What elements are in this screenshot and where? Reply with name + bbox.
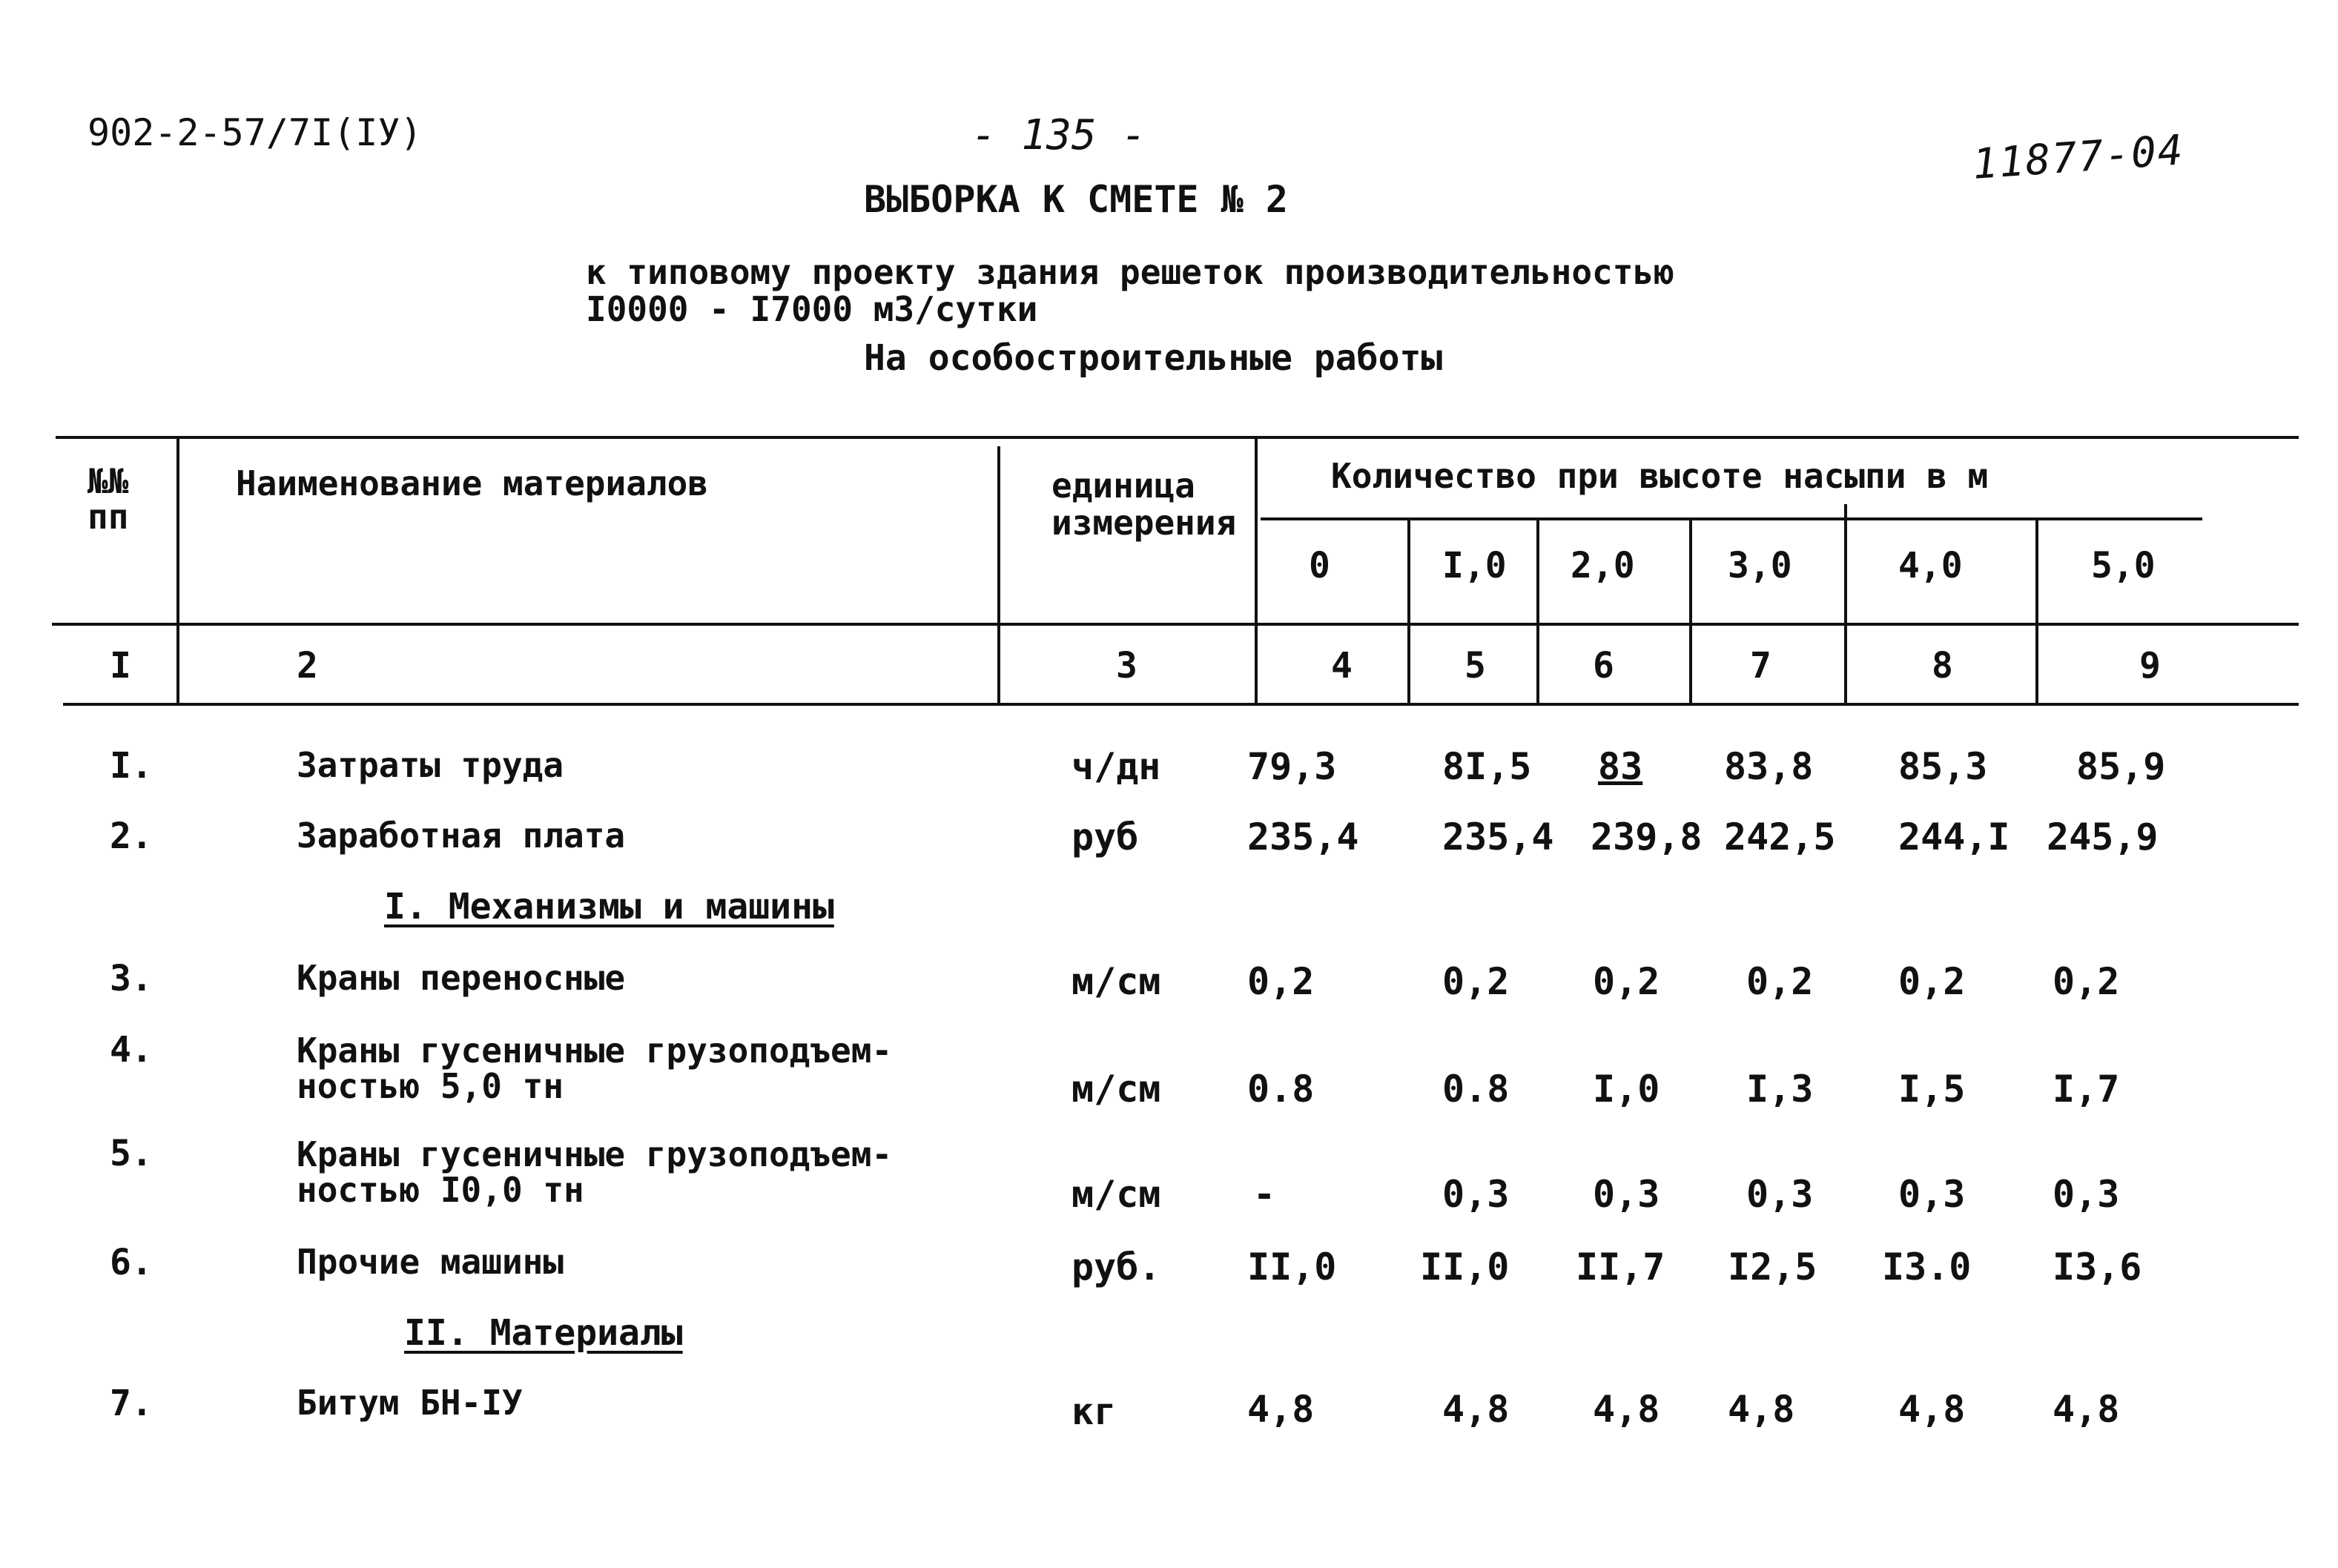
subtitle-line-1: к типовому проекту здания решеток производительностью (586, 252, 1674, 292)
column-number-4: 4 (1331, 645, 1353, 687)
material-name-line-2: ностью I0,0 тн (297, 1170, 584, 1210)
value-h3: I2,5 (1728, 1246, 1817, 1289)
value-h0: 79,3 (1247, 745, 1337, 788)
value-h1: 235,4 (1442, 816, 1554, 859)
value-h0: 0.8 (1247, 1068, 1315, 1111)
column-number-7: 7 (1750, 645, 1771, 687)
value-h0: - (1253, 1173, 1276, 1216)
value-h3: 0,2 (1746, 960, 1814, 1003)
column-number-3: 3 (1116, 645, 1137, 687)
value-h1: 0,2 (1442, 960, 1510, 1003)
column-divider-1 (176, 439, 179, 703)
value-h2: I,0 (1593, 1068, 1660, 1111)
height-header-2: 2,0 (1571, 545, 1635, 586)
height-subheader-rule (1261, 517, 2202, 520)
material-name-line-1: Краны гусеничные грузоподъем- (297, 1031, 893, 1071)
column-divider-5 (1536, 519, 1539, 703)
value-h4: 244,I (1898, 816, 2010, 859)
height-header-3: 3,0 (1728, 545, 1792, 586)
column-divider-7 (1844, 504, 1847, 703)
value-h0: II,0 (1247, 1246, 1337, 1289)
unit: м/см (1071, 960, 1161, 1003)
value-h1: 8I,5 (1442, 745, 1532, 788)
row-number: 2. (110, 816, 153, 857)
column-divider-4 (1407, 519, 1410, 703)
value-h1: II,0 (1420, 1246, 1510, 1289)
value-h2: 83 (1598, 745, 1643, 788)
col-qty-header: Количество при высоте насыпи в м (1331, 456, 1989, 496)
page-number: - 135 - (971, 111, 1147, 159)
row-number: 3. (110, 958, 153, 999)
column-number-8: 8 (1932, 645, 1953, 687)
height-header-4: 4,0 (1898, 545, 1963, 586)
value-h2: II,7 (1576, 1246, 1665, 1289)
unit: руб. (1071, 1246, 1161, 1289)
value-h5: 4,8 (2053, 1388, 2120, 1431)
value-h0: 0,2 (1247, 960, 1315, 1003)
height-header-1: I,0 (1442, 545, 1507, 586)
value-h4: I3.0 (1882, 1246, 1972, 1289)
row-number: 4. (110, 1029, 153, 1071)
value-h4: 0,3 (1898, 1173, 1966, 1216)
column-number-2: 2 (297, 645, 318, 687)
value-h4: I,5 (1898, 1068, 1966, 1111)
unit: кг (1071, 1390, 1117, 1433)
value-h0: 235,4 (1247, 816, 1359, 859)
column-number-1: I (110, 645, 131, 687)
value-h1: 0,3 (1442, 1173, 1510, 1216)
row-number: 7. (110, 1383, 153, 1424)
material-name: Прочие машины (297, 1242, 564, 1282)
height-header-5: 5,0 (2091, 545, 2156, 586)
height-header-0: 0 (1309, 545, 1330, 586)
value-h1: 0.8 (1442, 1068, 1510, 1111)
value-h3: 0,3 (1746, 1173, 1814, 1216)
value-h4: 4,8 (1898, 1388, 1966, 1431)
row-number: 5. (110, 1133, 153, 1174)
col-name-header: Наименование материалов (236, 463, 708, 503)
row-number: I. (110, 745, 153, 787)
row-number: 6. (110, 1242, 153, 1283)
column-divider-6 (1689, 519, 1692, 703)
value-h5: 245,9 (2047, 816, 2159, 859)
table-top-rule (56, 436, 2299, 439)
material-name: Заработная плата (297, 816, 626, 856)
document-code: 902-2-57/7I(IУ) (87, 111, 423, 154)
value-h1: 4,8 (1442, 1388, 1510, 1431)
value-h5: 85,9 (2076, 745, 2166, 788)
document-title: ВЫБОРКА К СМЕТЕ № 2 (864, 178, 1288, 221)
subtitle-line-2: I0000 - I7000 м3/сутки (586, 289, 1038, 329)
column-divider-2 (997, 446, 1000, 703)
column-number-5: 5 (1464, 645, 1486, 687)
value-h5: 0,3 (2053, 1173, 2120, 1216)
section-heading: II. Материалы (404, 1312, 683, 1354)
section-heading: I. Механизмы и машины (384, 886, 834, 927)
column-divider-3 (1255, 436, 1258, 703)
material-name-line-2: ностью 5,0 тн (297, 1066, 564, 1106)
value-h5: I,7 (2053, 1068, 2120, 1111)
col-no-header: №№ пп (87, 461, 129, 537)
material-name: Битум БН-IУ (297, 1383, 523, 1423)
value-h2: 4,8 (1593, 1388, 1660, 1431)
value-h3: 83,8 (1724, 745, 1814, 788)
subtitle-line-3: На особостроительные работы (864, 337, 1443, 379)
column-number-rule (63, 703, 2299, 706)
value-h3: 4,8 (1728, 1388, 1795, 1431)
unit: ч/дн (1071, 745, 1161, 788)
unit: м/см (1071, 1173, 1161, 1216)
value-h5: I3,6 (2053, 1246, 2142, 1289)
value-h0: 4,8 (1247, 1388, 1315, 1431)
value-h5: 0,2 (2053, 960, 2120, 1003)
header-bottom-rule (52, 623, 2299, 626)
column-number-9: 9 (2139, 645, 2161, 687)
value-h3: 242,5 (1724, 816, 1836, 859)
material-name: Затраты труда (297, 745, 564, 785)
column-divider-8 (2035, 519, 2038, 703)
col-unit-header: единица измерения (1051, 466, 1237, 543)
column-number-6: 6 (1593, 645, 1614, 687)
unit: руб (1071, 816, 1139, 859)
value-h2: 0,3 (1593, 1173, 1660, 1216)
handwritten-number: 11877-04 (1971, 126, 2186, 189)
material-name: Краны переносные (297, 958, 626, 998)
value-h3: I,3 (1746, 1068, 1814, 1111)
value-h2: 239,8 (1591, 816, 1703, 859)
value-h2: 0,2 (1593, 960, 1660, 1003)
value-h4: 0,2 (1898, 960, 1966, 1003)
material-name-line-1: Краны гусеничные грузоподъем- (297, 1134, 893, 1174)
unit: м/см (1071, 1068, 1161, 1111)
value-h4: 85,3 (1898, 745, 1988, 788)
